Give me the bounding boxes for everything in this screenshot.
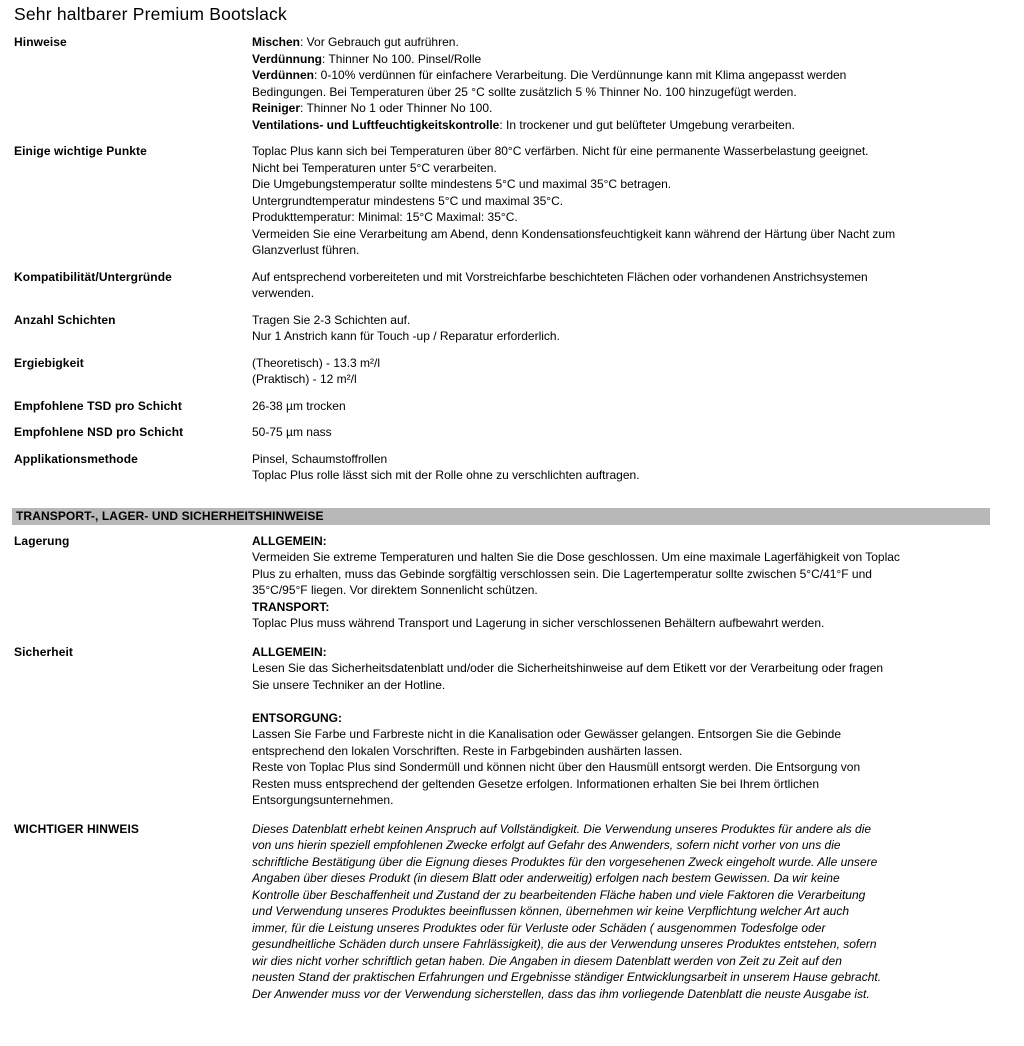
text-segment: schriftliche Bestätigung über die Eignung dieses Produktes für den vorgesehenen Zweck eingeholt wurde. Alle unsere — [252, 854, 878, 869]
spec-row-content-line — [252, 467, 1010, 484]
spec-row-content-line — [252, 451, 1010, 468]
bold-text-segment: Ventilations- und Luftfeuchtigkeitskontrolle — [252, 117, 500, 132]
text-segment: gesundheitliche Schäden durch unsere Fahrlässigkeit), die aus der Verwendung unseres Produktes entstehen, sofern — [252, 937, 877, 951]
text-segment: : Thinner No 1 oder Thinner No 100. — [300, 101, 493, 115]
spec-row-content-line — [252, 424, 1010, 441]
text-segment: von uns hierin speziell empfohlenen Zwecke erfolgt auf Gefahr des Anwenders, sofern nicht vorher von uns die — [252, 838, 841, 852]
spec-row-content-line — [252, 533, 1010, 550]
text-segment: Dieses Datenblatt erhebt keinen Anspruch auf Vollständigkeit. Die Verwendung unseres Produktes für andere als die — [252, 821, 872, 836]
spec-row-content — [252, 398, 1010, 415]
spec-row-content-line — [252, 160, 1010, 177]
spec-row-content — [252, 821, 1010, 1003]
text-segment: (Theoretisch) - 13.3 m²/l — [252, 355, 381, 370]
spec-row — [14, 143, 1010, 259]
spec-row-content-line — [252, 582, 1010, 599]
text-segment: wir dies nicht vorher schriftlich getan haben. Die Angaben in diesem Datenblatt werden von Zeit zu Zeit auf den — [252, 953, 842, 968]
spec-row-content-line — [252, 371, 1010, 388]
spec-row-content-line — [252, 693, 1010, 710]
spec-row-content — [252, 34, 1010, 133]
text-segment: Lassen Sie Farbe und Farbreste nicht in die Kanalisation oder Gewässer gelangen. Entsorgen Sie die Gebinde — [252, 727, 842, 741]
text-segment: entsprechend den lokalen Vorschriften. Reste in Farbgebinden aushärten lassen. — [252, 743, 683, 758]
text-segment: Resten muss entsprechend der geltenden Gesetze erfolgen. Informationen erhalten Sie bei Ihrem örtlichen — [252, 776, 819, 791]
spec-row — [14, 451, 1010, 484]
text-segment: Plus zu erhalten, muss das Gebinde sorgfältig verschlossen sein. Die Lagertemperatur sollte zwischen 5°C/41°F und — [252, 566, 872, 581]
spec-row-content-line — [252, 887, 1010, 904]
spec-section — [14, 508, 1010, 1003]
spec-row-content — [252, 143, 1010, 259]
text-segment: : 0-10% verdünnen für einfachere Verarbeitung. Die Verdünnunge kann mit Klima angepasst werden — [314, 68, 847, 82]
spec-row-content-line — [252, 84, 1010, 101]
text-segment: und Verwendung unseres Produktes beeinflussen können, übernehmen wir keine Verpflichtung welcher Art auch — [252, 904, 850, 918]
text-segment: verwenden. — [252, 286, 315, 300]
spec-row-content-line — [252, 870, 1010, 887]
spec-row-label: Empfohlene TSD pro Schicht — [14, 398, 182, 413]
spec-row-content-line — [252, 644, 1010, 661]
spec-row-content-line — [252, 328, 1010, 345]
spec-row-content-line — [252, 51, 1010, 68]
spec-row-content-line — [252, 355, 1010, 372]
spec-row-content-line — [252, 903, 1010, 920]
text-segment: Nicht bei Temperaturen unter 5°C verarbeiten. — [252, 160, 497, 175]
spec-row — [14, 424, 1010, 441]
spec-row-label: Einige wichtige Punkte — [14, 144, 147, 158]
spec-row-label: WICHTIGER HINWEIS — [14, 821, 140, 836]
bold-text-segment: ALLGEMEIN: — [252, 644, 327, 659]
text-segment: Kontrolle über Beschaffenheit und Zustand der zu bearbeitenden Fläche haben und viele Faktoren die Verarbeitung — [252, 887, 866, 902]
page-title: Sehr haltbarer Premium Bootslack — [14, 4, 287, 24]
spec-row-content — [252, 312, 1010, 345]
bold-text-segment: Verdünnen — [252, 68, 315, 82]
section-header-label: TRANSPORT-, LAGER- UND SICHERHEITSHINWEISE — [16, 508, 324, 523]
text-segment: Nur 1 Anstrich kann für Touch -up / Reparatur erforderlich. — [252, 329, 560, 343]
text-segment: Pinsel, Schaumstoffrollen — [252, 451, 388, 466]
text-segment: immer, für die Leistung unseres Produktes oder für Verluste oder Schäden ( ausgenommen Todesfolge oder — [252, 920, 826, 935]
spec-row-content-line — [252, 854, 1010, 871]
spec-row-label: Lagerung — [14, 533, 70, 548]
spec-row-content-line — [252, 67, 1010, 84]
spec-row-content-line — [252, 209, 1010, 226]
text-segment: Produkttemperatur: Minimal: 15°C Maximal: 35°C. — [252, 210, 518, 224]
spec-row-content-line — [252, 660, 1010, 677]
spec-row-content-line — [252, 285, 1010, 302]
spec-row-label: Hinweise — [14, 35, 67, 49]
datasheet-sections — [14, 34, 1010, 1002]
spec-row-content-line — [252, 269, 1010, 286]
spec-row — [14, 34, 1010, 133]
text-segment: Auf entsprechend vorbereiteten und mit Vorstreichfarbe beschichteten Flächen oder vorhandenen Anstrichsystemen — [252, 269, 868, 284]
text-segment: neusten Stand der praktischen Erfahrungen und Ergebnisse ständiger Entwicklungsarbeit in unserem Hause gebracht. — [252, 970, 882, 984]
spec-row-label: Empfohlene NSD pro Schicht — [14, 425, 184, 439]
spec-row-content — [252, 424, 1010, 441]
spec-row-content-line — [252, 34, 1010, 51]
spec-row-content-line — [252, 986, 1010, 1003]
spec-row-content — [252, 533, 1010, 632]
spec-row-content-line — [252, 821, 1010, 838]
spec-row-content-line — [252, 100, 1010, 117]
spec-row-content-line — [252, 566, 1010, 583]
spec-row-content — [252, 644, 1010, 809]
spec-row-content-line — [252, 759, 1010, 776]
spec-row-content-line — [252, 312, 1010, 329]
spec-row-content-line — [252, 837, 1010, 854]
spec-row — [14, 533, 1010, 632]
text-segment: Angaben über dieses Produkt (in diesem Blatt oder anderweitig) erfolgen nach bestem Gewissen. Da wir keine — [252, 871, 840, 885]
spec-row-content-line — [252, 953, 1010, 970]
text-segment: : Thinner No 100. Pinsel/Rolle — [322, 51, 482, 66]
spec-row-content-line — [252, 176, 1010, 193]
text-segment: 50-75 µm nass — [252, 425, 332, 439]
text-segment: : Vor Gebrauch gut aufrühren. — [300, 35, 459, 49]
spec-row-label: Anzahl Schichten — [14, 312, 116, 327]
text-segment: Vermeiden Sie eine Verarbeitung am Abend, denn Kondensationsfeuchtigkeit kann während der Härtung über Nacht zum — [252, 226, 896, 241]
spec-row-content-line — [252, 549, 1010, 566]
text-segment: Der Anwender muss vor der Verwendung sicherstellen, dass das ihm vorliegende Datenblatt die neuste Ausgabe ist. — [252, 986, 870, 1001]
spec-row-content-line — [252, 936, 1010, 953]
spec-row-content-line — [252, 710, 1010, 727]
text-segment: Tragen Sie 2-3 Schichten auf. — [252, 312, 411, 327]
text-segment: : In trockener und gut belüfteter Umgebung verarbeiten. — [499, 117, 795, 132]
spec-row-content-line — [252, 677, 1010, 694]
spec-row — [14, 269, 1010, 302]
bold-text-segment: Mischen — [252, 35, 301, 49]
spec-row-content-line — [252, 792, 1010, 809]
spec-row-content-line — [252, 193, 1010, 210]
spec-row-content-line — [252, 776, 1010, 793]
bold-text-segment: ALLGEMEIN: — [252, 533, 327, 548]
bold-text-segment: Verdünnung — [252, 51, 322, 66]
text-segment: Reste von Toplac Plus sind Sondermüll und können nicht über den Hausmüll entsorgt werden. Die Entsorgung von — [252, 760, 861, 774]
text-segment: Toplac Plus kann sich bei Temperaturen über 80°C verfärben. Nicht für eine permanente Wasserbelastung geeignet. — [252, 144, 869, 158]
spec-row-content-line — [252, 599, 1010, 616]
text-segment: (Praktisch) - 12 m²/l — [252, 372, 357, 386]
spec-row-content-line — [252, 117, 1010, 134]
spec-row-label: Ergiebigkeit — [14, 355, 84, 370]
spec-row-label: Kompatibilität/Untergründe — [14, 269, 172, 284]
spec-row — [14, 355, 1010, 388]
text-segment: Sie unsere Techniker an der Hotline. — [252, 677, 446, 692]
spec-row-content — [252, 451, 1010, 484]
spec-row-label: Sicherheit — [14, 644, 74, 659]
text-segment: Lesen Sie das Sicherheitsdatenblatt und/oder die Sicherheitshinweise auf dem Etikett vor der Verarbeitung oder fragen — [252, 661, 884, 675]
spec-row — [14, 644, 1010, 809]
text-segment: Bedingungen. Bei Temperaturen über 25 °C sollte zusätzlich 5 % Thinner No. 100 hinzugefügt werden. — [252, 84, 797, 99]
spec-row-content-line — [252, 969, 1010, 986]
spec-row — [14, 821, 1010, 1003]
spec-row — [14, 398, 1010, 415]
spec-row-content-line — [252, 615, 1010, 632]
spec-row-content — [252, 269, 1010, 302]
text-segment: Die Umgebungstemperatur sollte mindestens 5°C und maximal 35°C betragen. — [252, 177, 672, 191]
spec-row-content-line — [252, 920, 1010, 937]
bold-text-segment: TRANSPORT: — [252, 599, 330, 614]
spec-row-content-line — [252, 398, 1010, 415]
spec-row-label: Applikationsmethode — [14, 451, 138, 466]
spec-row-content-line — [252, 743, 1010, 760]
spec-row-content-line — [252, 726, 1010, 743]
section-header-bar — [12, 508, 990, 525]
spec-row-content-line — [252, 143, 1010, 160]
spec-row — [14, 312, 1010, 345]
bold-text-segment: ENTSORGUNG: — [252, 710, 342, 725]
text-segment: Toplac Plus muss während Transport und Lagerung in sicher verschlossenen Behältern aufbewahrt werden. — [252, 616, 825, 630]
text-segment: Toplac Plus rolle lässt sich mit der Rolle ohne zu verschlichten auftragen. — [252, 468, 640, 482]
bold-text-segment: Reiniger — [252, 101, 301, 115]
text-segment: 26-38 µm trocken — [252, 398, 346, 413]
text-segment: Vermeiden Sie extreme Temperaturen und halten Sie die Dose geschlossen. Um eine maximale Lagerfähigkeit von Toplac — [252, 550, 900, 564]
spec-row-content-line — [252, 242, 1010, 259]
spec-row-content-line — [252, 226, 1010, 243]
text-segment: Entsorgungsunternehmen. — [252, 793, 394, 807]
text-segment: 35°C/95°F liegen. Vor direktem Sonnenlicht schützen. — [252, 583, 538, 597]
spec-section — [14, 34, 1010, 484]
spec-row-content — [252, 355, 1010, 388]
text-segment: Untergrundtemperatur mindestens 5°C und maximal 35°C. — [252, 193, 564, 208]
text-segment: Glanzverlust führen. — [252, 243, 360, 257]
